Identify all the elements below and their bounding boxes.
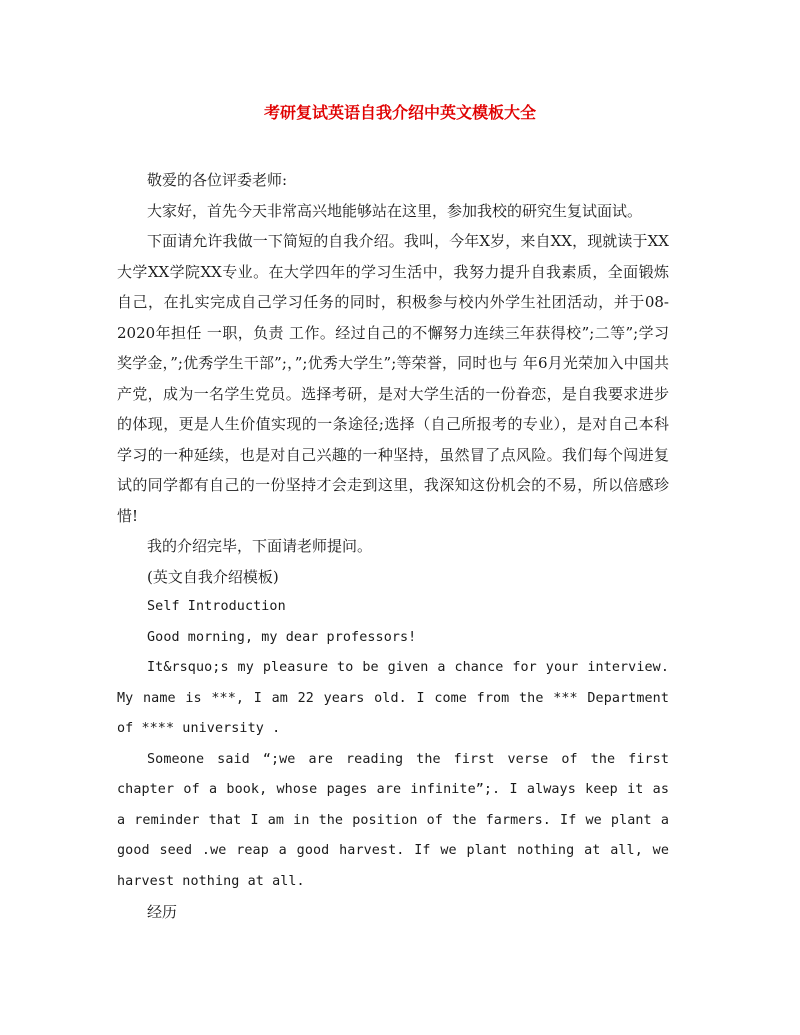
experience-heading: 经历 bbox=[147, 903, 178, 921]
english-template-heading: (英文自我介绍模板) bbox=[147, 567, 279, 586]
english-greeting-paragraph: Good morning, my dear professors! bbox=[147, 629, 417, 645]
english-quote-paragraph: Someone said “;we are reading the first verse of the first chapter of a book, whose pages are infinite”;. I always keep it as a reminder that I am in the position of the farmers. If we plant a good seed .we reap a good harvest. If we plant nothing at all, we harvest nothing at all. bbox=[117, 751, 669, 889]
greeting-paragraph: 大家好，首先今天非常高兴地能够站在这里，参加我校的研究生复试面试。 bbox=[147, 201, 643, 220]
document-body bbox=[117, 165, 669, 928]
salutation-paragraph: 敬爱的各位评委老师: bbox=[147, 171, 288, 189]
document-title: 考研复试英语自我介绍中英文模板大全 bbox=[263, 103, 536, 122]
introduction-paragraph: 下面请允许我做一下简短的自我介绍。我叫，今年X岁，来自XX，现就读于XX大学XX学院XX专业。在大学四年的学习生活中，我努力提升自我素质，全面锻炼自己，在扎实完成自己学习任务的同时，积极参与校内外学生社团活动，并于08-2020年担任 一职，负责 工作。经过自己的不懈努力连续三年获得校”;二等”;学习奖学金，”;优秀学生干部”;，”;优秀大学生”;等荣誉，同时也与 年6月光荣加入中国共产党，成为一名学生党员。选择考研，是对大学生活的一份眷恋，是自我要求进步的体现，更是人生价值实现的一条途径;选择（自己所报考的专业），是对自己本科学习的一种延续，也是对自己兴趣的一种坚持，虽然冒了点风险。我们每个闯进复试的同学都有自己的一份坚持才会走到这里，我深知这份机会的不易，所以倍感珍惜! bbox=[117, 232, 669, 525]
closing-paragraph: 我的介绍完毕，下面请老师提问。 bbox=[147, 537, 373, 555]
english-title-paragraph: Self Introduction bbox=[147, 599, 286, 614]
english-intro-paragraph: It&rsquo;s my pleasure to be given a chance for your interview. My name is ***, I am 22 years old. I come from the *** Department of **** university . bbox=[117, 660, 669, 736]
